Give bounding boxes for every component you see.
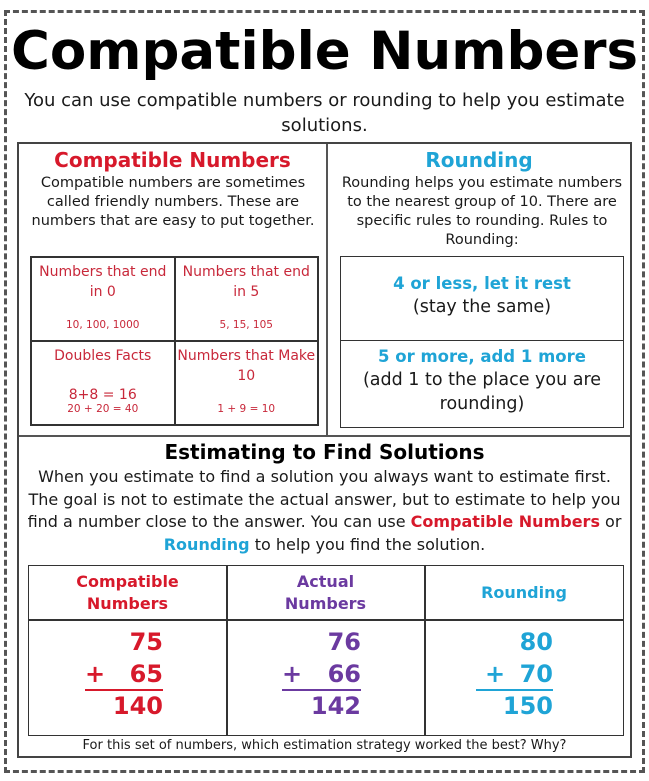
addend-top: 80 (519, 628, 553, 656)
sum-result: 150 (502, 692, 553, 720)
compatible-description: Compatible numbers are sometimes called friendly numbers. These are numbers that are easy to put together. (31, 175, 315, 229)
rule-note: (add 1 to the place you are rounding) (362, 370, 602, 414)
reflection-question: For this set of numbers, which estimation strategy worked the best? Why? (82, 738, 567, 753)
cell-doubles-facts (31, 341, 175, 425)
plus-sign: + (85, 660, 106, 688)
rounding-description: Rounding helps you estimate numbers to the nearest group of 10. There are specific rules to rounding. Rules to Rounding: (341, 175, 623, 248)
column-header: Rounding (481, 582, 567, 602)
rule-round-up (341, 341, 623, 427)
compatible-numbers-highlight: Compatible Numbers (410, 512, 600, 531)
rule-text: 4 or less, let it rest (393, 274, 571, 293)
cell-end-in-5 (175, 257, 319, 341)
section-divider (19, 435, 630, 437)
column-header: Actual Numbers (284, 571, 367, 613)
content-box (17, 142, 632, 758)
column-header: Compatible Numbers (76, 571, 179, 613)
cell-example: 20 + 20 = 40 (67, 403, 139, 415)
cell-title: Numbers that Make 10 (177, 348, 316, 384)
body-text-end: to help you find the solution. (249, 534, 486, 554)
rule-round-down (341, 257, 623, 341)
estimating-description (27, 466, 622, 556)
addend-bottom: 65 (129, 660, 163, 688)
compatible-examples-grid (30, 256, 319, 426)
addition-problem (85, 626, 163, 722)
addition-problem (476, 626, 553, 722)
column-rounding (425, 566, 623, 735)
column-compatible (29, 566, 226, 735)
cell-make-10 (175, 341, 319, 425)
cell-end-in-0 (31, 257, 175, 341)
estimating-heading: Estimating to Find Solutions (164, 440, 485, 464)
addend-top: 75 (129, 628, 163, 656)
rule-text: 5 or more, add 1 more (378, 347, 586, 366)
plus-sign: + (485, 660, 506, 688)
addend-top: 76 (327, 628, 361, 656)
estimation-comparison-table (28, 565, 624, 736)
rule-note: (stay the same) (412, 297, 552, 317)
compatible-heading: Compatible Numbers (54, 148, 291, 172)
addition-problem (282, 626, 361, 722)
cell-title: Doubles Facts (54, 348, 152, 364)
cell-example-main: 8+8 = 16 (68, 387, 137, 403)
addend-bottom: 66 (327, 660, 361, 688)
vertical-divider (326, 144, 328, 435)
sum-result: 140 (112, 692, 163, 720)
cell-title: Numbers that end in 5 (182, 264, 310, 300)
rounding-rules-box (340, 256, 624, 428)
column-actual (227, 566, 424, 735)
sum-result: 142 (310, 692, 361, 720)
cell-example: 10, 100, 1000 (66, 319, 140, 331)
page-title: Compatible Numbers (10, 21, 639, 82)
cell-example: 5, 15, 105 (219, 319, 273, 331)
connector-text: or (599, 512, 622, 531)
addend-bottom: 70 (519, 660, 553, 688)
cell-example: 1 + 9 = 10 (217, 403, 276, 415)
cell-title: Numbers that end in 0 (39, 264, 167, 300)
body-text: When you estimate to find a solution you always want to estimate first. The goal is not to estimate the actual answer, but to estimate to help you find a number close to the answer. You can use (27, 467, 621, 531)
rounding-highlight: Rounding (163, 534, 250, 554)
intro-text: You can use compatible numbers or rounding to help you estimate solutions. (24, 90, 625, 136)
rounding-heading: Rounding (425, 148, 533, 172)
plus-sign: + (282, 660, 303, 688)
